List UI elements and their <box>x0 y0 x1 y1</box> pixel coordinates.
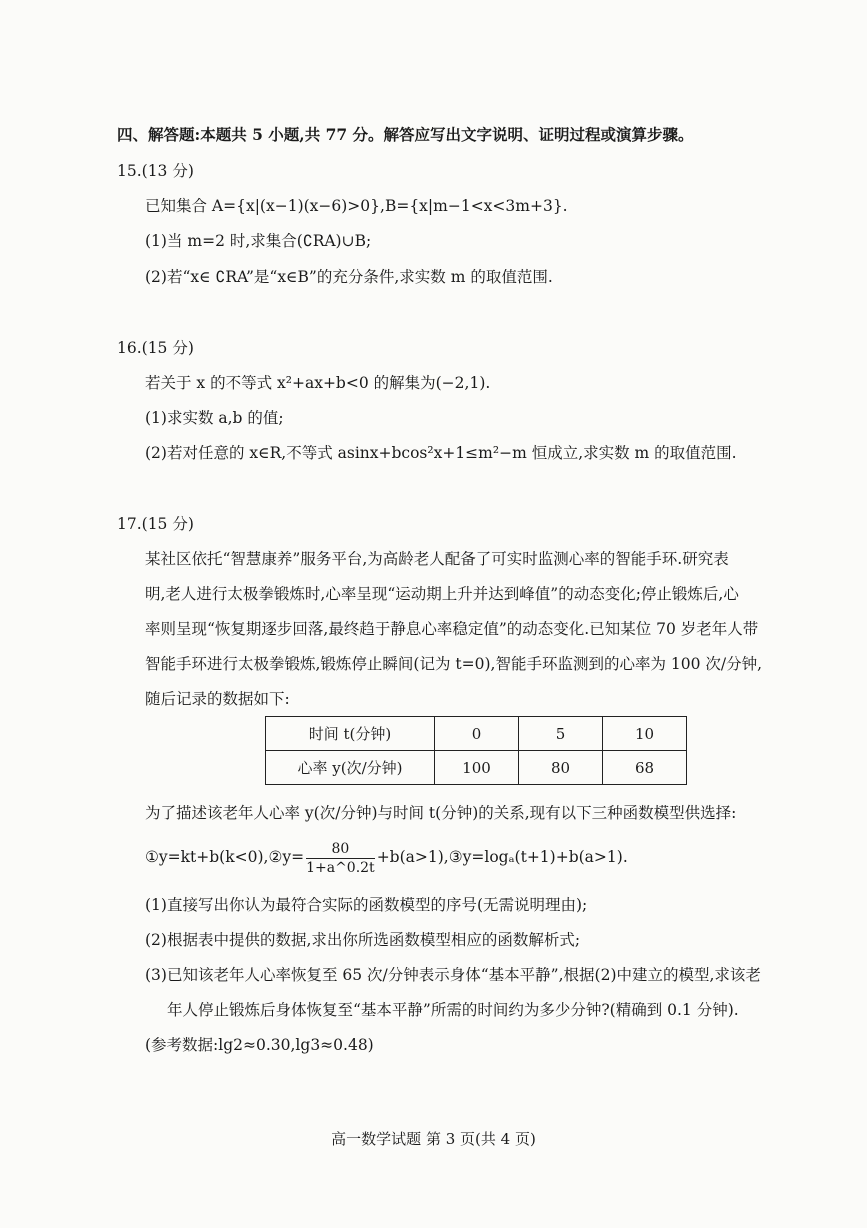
table-cell: 68 <box>603 751 687 785</box>
q17-intro-line: 率则呈现“恢复期逐步回落,最终趋于静息心率稳定值”的动态变化.已知某位 70 岁老年人带 <box>145 620 759 638</box>
q17-intro-line: 随后记录的数据如下: <box>145 690 290 708</box>
q15-part2: (2)若“x∈ ∁RA”是“x∈B”的充分条件,求实数 m 的取值范围. <box>145 268 553 286</box>
q16-stem: 若关于 x 的不等式 x²+ax+b<0 的解集为(−2,1). <box>145 374 491 392</box>
q17-part3-cont: 年人停止锻炼后身体恢复至“基本平静”所需的时间约为多少分钟?(精确到 0.1 分钟). <box>167 1001 739 1019</box>
fraction-denominator: 1+a^0.2t <box>306 859 375 876</box>
table-cell: 80 <box>519 751 603 785</box>
q17-intro-line: 明,老人进行太极拳锻炼时,心率呈现“运动期上升并达到峰值”的动态变化;停止锻炼后,心 <box>145 585 739 603</box>
q15-stem: 已知集合 A={x|(x−1)(x−6)>0},B={x|m−1<x<3m+3}. <box>145 197 568 215</box>
table-cell-label: 时间 t(分钟) <box>266 717 435 751</box>
q17-part2: (2)根据表中提供的数据,求出你所选函数模型相应的函数解析式; <box>145 931 581 949</box>
page-footer: 高一数学试题 第 3 页(共 4 页) <box>331 1130 536 1148</box>
model-2-right: +b(a>1), <box>376 848 449 866</box>
q16-heading: 16.(15 分) <box>117 339 194 357</box>
table-cell-label: 心率 y(次/分钟) <box>266 751 435 785</box>
q17-after-table: 为了描述该老年人心率 y(次/分钟)与时间 t(分钟)的关系,现有以下三种函数模型供选择: <box>145 804 737 822</box>
heart-rate-table <box>265 716 687 785</box>
table-row <box>266 751 687 785</box>
q16-part1: (1)求实数 a,b 的值; <box>145 409 284 427</box>
q17-part1: (1)直接写出你认为最符合实际的函数模型的序号(无需说明理由); <box>145 896 588 914</box>
q17-intro-line: 某社区依托“智慧康养”服务平台,为高龄老人配备了可实时监测心率的智能手环.研究表 <box>145 550 729 568</box>
table-cell: 100 <box>435 751 519 785</box>
q17-heading: 17.(15 分) <box>117 515 194 533</box>
table-row <box>266 717 687 751</box>
table-cell: 0 <box>435 717 519 751</box>
q15-part1: (1)当 m=2 时,求集合(∁RA)∪B; <box>145 232 372 250</box>
q17-intro-line: 智能手环进行太极拳锻炼,锻炼停止瞬间(记为 t=0),智能手环监测到的心率为 100 次/分钟, <box>145 655 763 673</box>
model-1: ①y=kt+b(k<0), <box>145 848 269 866</box>
q17-reference: (参考数据:lg2≈0.30,lg3≈0.48) <box>145 1036 374 1054</box>
q16-part2: (2)若对任意的 x∈R,不等式 asinx+bcos²x+1≤m²−m 恒成立,求实数 m 的取值范围. <box>145 444 737 462</box>
table-cell: 10 <box>603 717 687 751</box>
model-3: ③y=logₐ(t+1)+b(a>1). <box>448 848 628 866</box>
model-2-fraction <box>306 840 375 877</box>
table-cell: 5 <box>519 717 603 751</box>
q17-models <box>145 838 628 877</box>
model-2-left: ②y= <box>268 848 305 866</box>
q15-heading: 15.(13 分) <box>117 162 194 180</box>
fraction-numerator: 80 <box>306 840 375 859</box>
q17-part3: (3)已知该老年人心率恢复至 65 次/分钟表示身体“基本平静”,根据(2)中建立的模型,求该老 <box>145 966 761 984</box>
section-title: 四、解答题:本题共 5 小题,共 77 分。解答应写出文字说明、证明过程或演算步骤。 <box>117 125 694 144</box>
